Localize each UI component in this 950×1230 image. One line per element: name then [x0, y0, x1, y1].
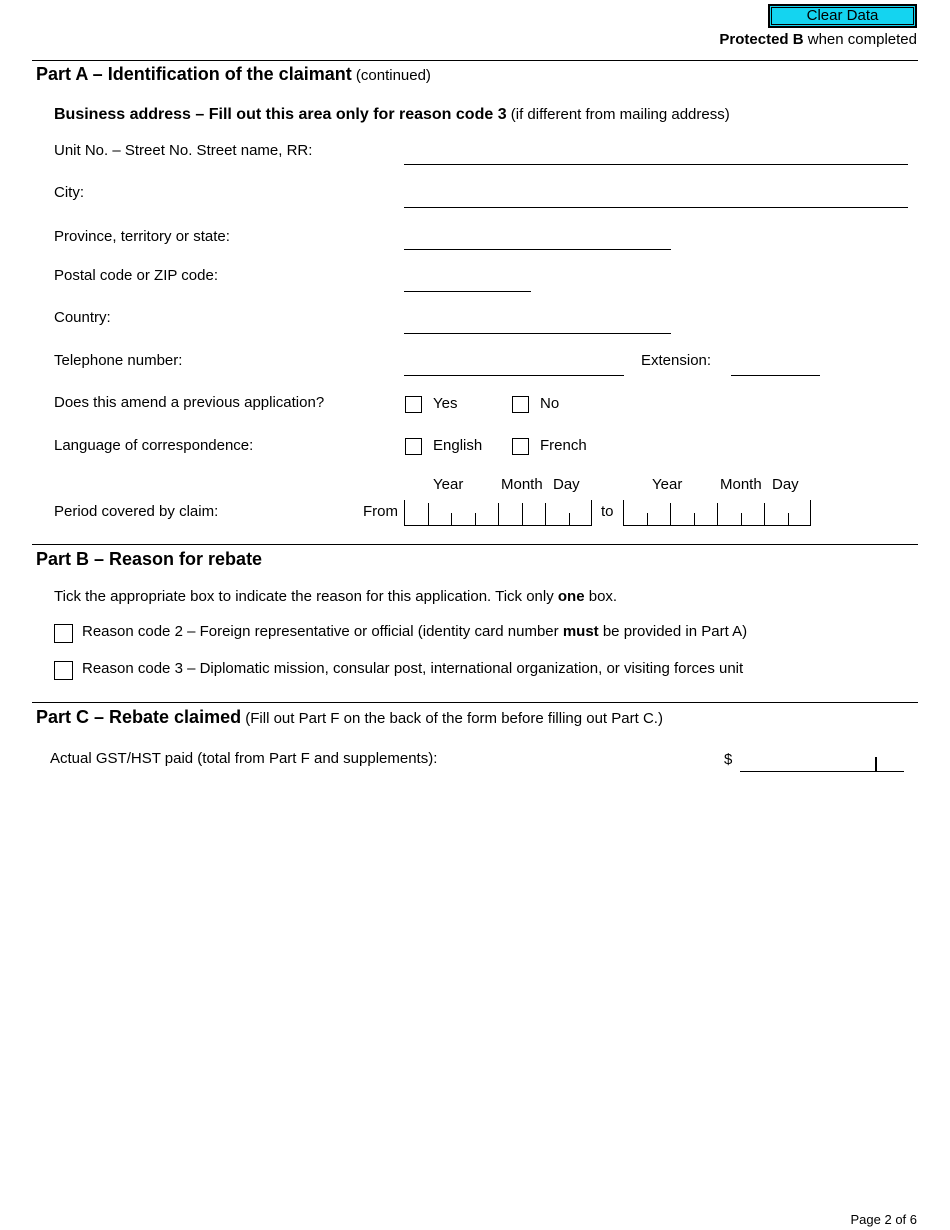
reason2-pre: Reason code 2 – Foreign representative or official (identity card number: [82, 623, 563, 640]
business-heading-bold: Business address – Fill out this area only for reason code 3: [54, 106, 507, 123]
to-year-heading: Year: [652, 476, 683, 493]
postal-input[interactable]: [404, 291, 531, 292]
gst-paid-input[interactable]: [740, 771, 904, 772]
reason-code-3-checkbox[interactable]: [54, 661, 73, 680]
part-c-title: [36, 707, 663, 728]
to-date-input[interactable]: [623, 500, 811, 526]
language-french-checkbox[interactable]: [512, 438, 529, 455]
to-month-heading: Month: [720, 476, 762, 493]
reason2-post: be provided in Part A): [598, 623, 748, 640]
telephone-label: Telephone number:: [54, 352, 183, 369]
to-day-heading: Day: [772, 476, 799, 493]
reason2-bold: must: [562, 623, 599, 640]
gst-paid-label: Actual GST/HST paid (total from Part F and supplements):: [50, 750, 438, 767]
from-date-tick: [545, 503, 546, 525]
from-day-heading: Day: [553, 476, 580, 493]
amend-no-checkbox[interactable]: [512, 396, 529, 413]
period-label: Period covered by claim:: [54, 503, 219, 520]
from-date-tick: [522, 503, 523, 525]
from-date-tick: [498, 503, 499, 525]
to-date-tick: [788, 513, 789, 525]
extension-input[interactable]: [731, 375, 820, 376]
amend-label: Does this amend a previous application?: [54, 394, 325, 411]
from-date-tick: [428, 503, 429, 525]
to-date-tick: [670, 503, 671, 525]
reason-code-2-label: [82, 623, 747, 640]
part-c-title-sub: (Fill out Part F on the back of the form before filling out Part C.): [241, 710, 663, 727]
reason-code-3-label: Reason code 3 – Diplomatic mission, consular post, international organization, or visiting forces unit: [82, 660, 744, 677]
city-input[interactable]: [404, 207, 908, 208]
city-label: City:: [54, 184, 84, 201]
country-label: Country:: [54, 309, 111, 326]
part-b-title: Part B – Reason for rebate: [36, 549, 263, 569]
instruction-post: box.: [584, 588, 618, 605]
language-english-label: English: [433, 437, 483, 454]
instruction-bold: one: [557, 588, 585, 605]
divider-part-a: [32, 60, 918, 61]
page-number: Page 2 of 6: [850, 1212, 917, 1227]
dollar-sign: $: [724, 751, 733, 768]
from-year-heading: Year: [433, 476, 464, 493]
part-a-title-main: Part A – Identification of the claimant: [36, 64, 352, 84]
province-label: Province, territory or state:: [54, 228, 230, 245]
part-a-title: [36, 64, 431, 85]
reason-code-2-checkbox[interactable]: [54, 624, 73, 643]
from-label: From: [363, 503, 398, 520]
extension-label: Extension:: [641, 352, 712, 369]
part-c-title-main: Part C – Rebate claimed: [36, 707, 242, 727]
amend-yes-checkbox[interactable]: [405, 396, 422, 413]
to-date-tick: [764, 503, 765, 525]
to-date-tick: [741, 513, 742, 525]
street-label: Unit No. – Street No. Street name, RR:: [54, 142, 313, 159]
from-month-heading: Month: [501, 476, 543, 493]
telephone-input[interactable]: [404, 375, 624, 376]
protected-rest: when completed: [803, 31, 917, 48]
amend-no-label: No: [540, 395, 560, 412]
from-date-tick: [451, 513, 452, 525]
protected-bold: Protected B: [719, 31, 804, 48]
part-b-instruction: [54, 588, 617, 605]
clear-data-button[interactable]: Clear Data: [768, 4, 917, 28]
business-address-heading: [54, 106, 730, 124]
business-heading-sub: (if different from mailing address): [506, 106, 730, 123]
protected-notice: [719, 31, 917, 48]
street-input[interactable]: [404, 164, 908, 165]
language-label: Language of correspondence:: [54, 437, 254, 454]
to-date-tick: [717, 503, 718, 525]
province-input[interactable]: [404, 249, 671, 250]
gst-cents-separator: [875, 757, 877, 771]
language-french-label: French: [540, 437, 587, 454]
to-date-tick: [647, 513, 648, 525]
from-date-tick: [569, 513, 570, 525]
postal-label: Postal code or ZIP code:: [54, 267, 218, 284]
from-date-input[interactable]: [404, 500, 592, 526]
to-date-tick: [694, 513, 695, 525]
to-label: to: [601, 503, 614, 520]
instruction-pre: Tick the appropriate box to indicate the reason for this application. Tick only: [54, 588, 558, 605]
country-input[interactable]: [404, 333, 671, 334]
divider-part-c: [32, 702, 918, 703]
amend-yes-label: Yes: [433, 395, 458, 412]
part-a-title-sub: (continued): [351, 67, 431, 84]
language-english-checkbox[interactable]: [405, 438, 422, 455]
divider-part-b: [32, 544, 918, 545]
from-date-tick: [475, 513, 476, 525]
